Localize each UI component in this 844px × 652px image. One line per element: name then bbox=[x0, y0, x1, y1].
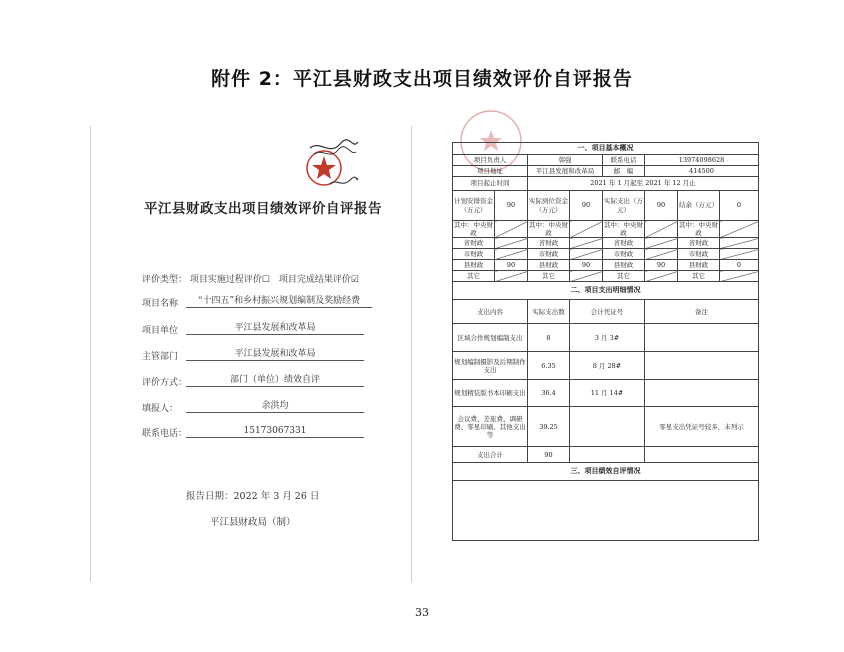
supervisor-value: 平江县发展和改革局 bbox=[186, 348, 364, 361]
county-spend-value: 90 bbox=[645, 260, 678, 271]
county-planned-value: 90 bbox=[495, 260, 528, 271]
other-label: 其它 bbox=[453, 271, 495, 282]
total-voucher bbox=[570, 447, 645, 463]
province-label: 省财政 bbox=[453, 238, 495, 249]
actual-funds-label: 实际到位资金（万元） bbox=[528, 191, 570, 221]
cover-heading: 平江县财政支出项目绩效评价自评报告 bbox=[144, 201, 382, 217]
detail-row-remark: 零星支出凭证号较多，未列示 bbox=[645, 407, 759, 447]
county-balance-value: 0 bbox=[720, 260, 759, 271]
supervisor-label: 主管部门 bbox=[142, 352, 179, 362]
actual-spend-value: 90 bbox=[645, 191, 678, 221]
contact-phone-value: 13974098628 bbox=[645, 155, 759, 166]
project-name-value: “十四五”和乡村振兴规划编制及奖励经费 bbox=[186, 295, 372, 308]
detail-header-amount: 实际支出数 bbox=[528, 300, 570, 324]
document-title: 附件 2：平江县财政支出项目绩效评价自评报告 bbox=[211, 68, 633, 90]
address-label: 项目地址 bbox=[453, 166, 528, 177]
project-unit-label: 项目单位 bbox=[142, 326, 179, 336]
blank-cell bbox=[645, 271, 678, 282]
detail-row-content: 会议费、差旅费、调研费、零星印刷、其他支出等 bbox=[453, 407, 528, 447]
province-label: 省财政 bbox=[603, 238, 645, 249]
detail-row-voucher: 8 月 28# bbox=[570, 352, 645, 380]
city-label: 市财政 bbox=[528, 249, 570, 260]
planned-funds-value: 90 bbox=[495, 191, 528, 221]
central-label: 其中：中央财政 bbox=[679, 221, 718, 238]
province-label: 省财政 bbox=[528, 238, 570, 249]
detail-header-voucher: 会计凭证号 bbox=[570, 300, 645, 324]
county-label: 县财政 bbox=[603, 260, 645, 271]
other-label: 其它 bbox=[678, 271, 720, 282]
other-label: 其它 bbox=[528, 271, 570, 282]
project-lead-value: 韩强 bbox=[528, 155, 603, 166]
county-label: 县财政 bbox=[678, 260, 720, 271]
total-value: 90 bbox=[528, 447, 570, 463]
county-label: 县财政 bbox=[453, 260, 495, 271]
blank-cell bbox=[720, 249, 759, 260]
page-number: 33 bbox=[415, 606, 429, 619]
detail-row-amount: 36.4 bbox=[528, 380, 570, 407]
eval-method-label: 评价方式： bbox=[142, 378, 188, 388]
project-name-label: 项目名称 bbox=[142, 299, 179, 309]
balance-label: 结余（万元） bbox=[678, 191, 720, 221]
city-label: 市财政 bbox=[603, 249, 645, 260]
blank-cell bbox=[645, 221, 678, 238]
filler-value: 余洪均 bbox=[186, 400, 364, 413]
detail-row-voucher: 11 月 14# bbox=[570, 380, 645, 407]
project-summary-table bbox=[452, 142, 759, 541]
city-label: 市财政 bbox=[678, 249, 720, 260]
filler-label: 填报人： bbox=[142, 404, 179, 414]
signature-seal bbox=[300, 138, 360, 194]
county-label: 县财政 bbox=[528, 260, 570, 271]
project-unit-value: 平江县发展和改革局 bbox=[186, 322, 364, 335]
blank-cell bbox=[495, 271, 528, 282]
other-label: 其它 bbox=[603, 271, 645, 282]
detail-row-amount: 6.35 bbox=[528, 352, 570, 380]
phone-value: 15173067331 bbox=[186, 425, 364, 438]
period-value: 2021 年 1 月起至 2021 年 12 月止 bbox=[528, 177, 759, 191]
city-label: 市财政 bbox=[453, 249, 495, 260]
period-label: 项目起止时间 bbox=[453, 177, 528, 191]
blank-cell bbox=[570, 238, 603, 249]
eval-method-value: 部门（单位）绩效自评 bbox=[186, 374, 364, 387]
blank-cell bbox=[495, 238, 528, 249]
report-date: 报告日期：2022 年 3 月 26 日 bbox=[186, 491, 320, 502]
blank-cell bbox=[495, 249, 528, 260]
detail-row-amount: 8 bbox=[528, 324, 570, 352]
detail-header-remark: 备注 bbox=[645, 300, 759, 324]
balance-value: 0 bbox=[720, 191, 759, 221]
detail-row-amount: 39.25 bbox=[528, 407, 570, 447]
detail-row-voucher bbox=[570, 407, 645, 447]
issuer: 平江县财政局（制） bbox=[210, 517, 296, 528]
eval-type-option-result: 项目完成结果评价☑ bbox=[278, 275, 359, 285]
total-label: 支出合计 bbox=[453, 447, 528, 463]
address-value: 平江县发展和改革局 bbox=[528, 166, 603, 177]
blank-cell bbox=[720, 271, 759, 282]
blank-cell bbox=[495, 221, 528, 238]
detail-row-content: 规划精装版书本印刷支出 bbox=[453, 380, 528, 407]
section-basic-info: 一、项目基本概况 bbox=[453, 143, 759, 155]
central-label: 其中：中央财政 bbox=[604, 221, 643, 238]
county-actual-value: 90 bbox=[570, 260, 603, 271]
performance-body bbox=[453, 481, 759, 541]
blank-cell bbox=[645, 249, 678, 260]
blank-cell bbox=[720, 238, 759, 249]
detail-row-voucher: 3 月 3# bbox=[570, 324, 645, 352]
blank-cell bbox=[645, 238, 678, 249]
eval-type-option-process: 项目实施过程评价☐ bbox=[189, 275, 270, 285]
eval-type-label: 评价类型： bbox=[142, 275, 188, 285]
blank-cell bbox=[720, 221, 759, 238]
detail-row-content: 区域合作规划编制支出 bbox=[453, 324, 528, 352]
blank-cell bbox=[570, 221, 603, 238]
planned-funds-label: 计划安排资金（万元） bbox=[453, 191, 495, 221]
eval-type-row bbox=[142, 272, 359, 285]
actual-spend-label: 实际支出（万元） bbox=[603, 191, 645, 221]
postcode-label: 邮 编 bbox=[603, 166, 645, 177]
blank-cell bbox=[570, 249, 603, 260]
contact-phone-label: 联系电话 bbox=[603, 155, 645, 166]
section-performance: 三、项目绩效自评情况 bbox=[453, 463, 759, 481]
actual-funds-value: 90 bbox=[570, 191, 603, 221]
detail-row-remark bbox=[645, 352, 759, 380]
postcode-value: 414500 bbox=[645, 166, 759, 177]
blank-cell bbox=[570, 271, 603, 282]
detail-row-remark bbox=[645, 324, 759, 352]
total-remark bbox=[645, 447, 759, 463]
province-label: 省财政 bbox=[678, 238, 720, 249]
phone-label: 联系电话： bbox=[142, 429, 188, 439]
detail-row-remark bbox=[645, 380, 759, 407]
detail-row-content: 规划编制摄影及后期制作支出 bbox=[453, 352, 528, 380]
central-label: 其中：中央财政 bbox=[529, 221, 568, 238]
central-label: 其中：中央财政 bbox=[454, 221, 493, 238]
section-detail: 二、项目支出明细情况 bbox=[453, 282, 759, 300]
project-lead-label: 项目负责人 bbox=[453, 155, 528, 166]
detail-header-content: 支出内容 bbox=[453, 300, 528, 324]
